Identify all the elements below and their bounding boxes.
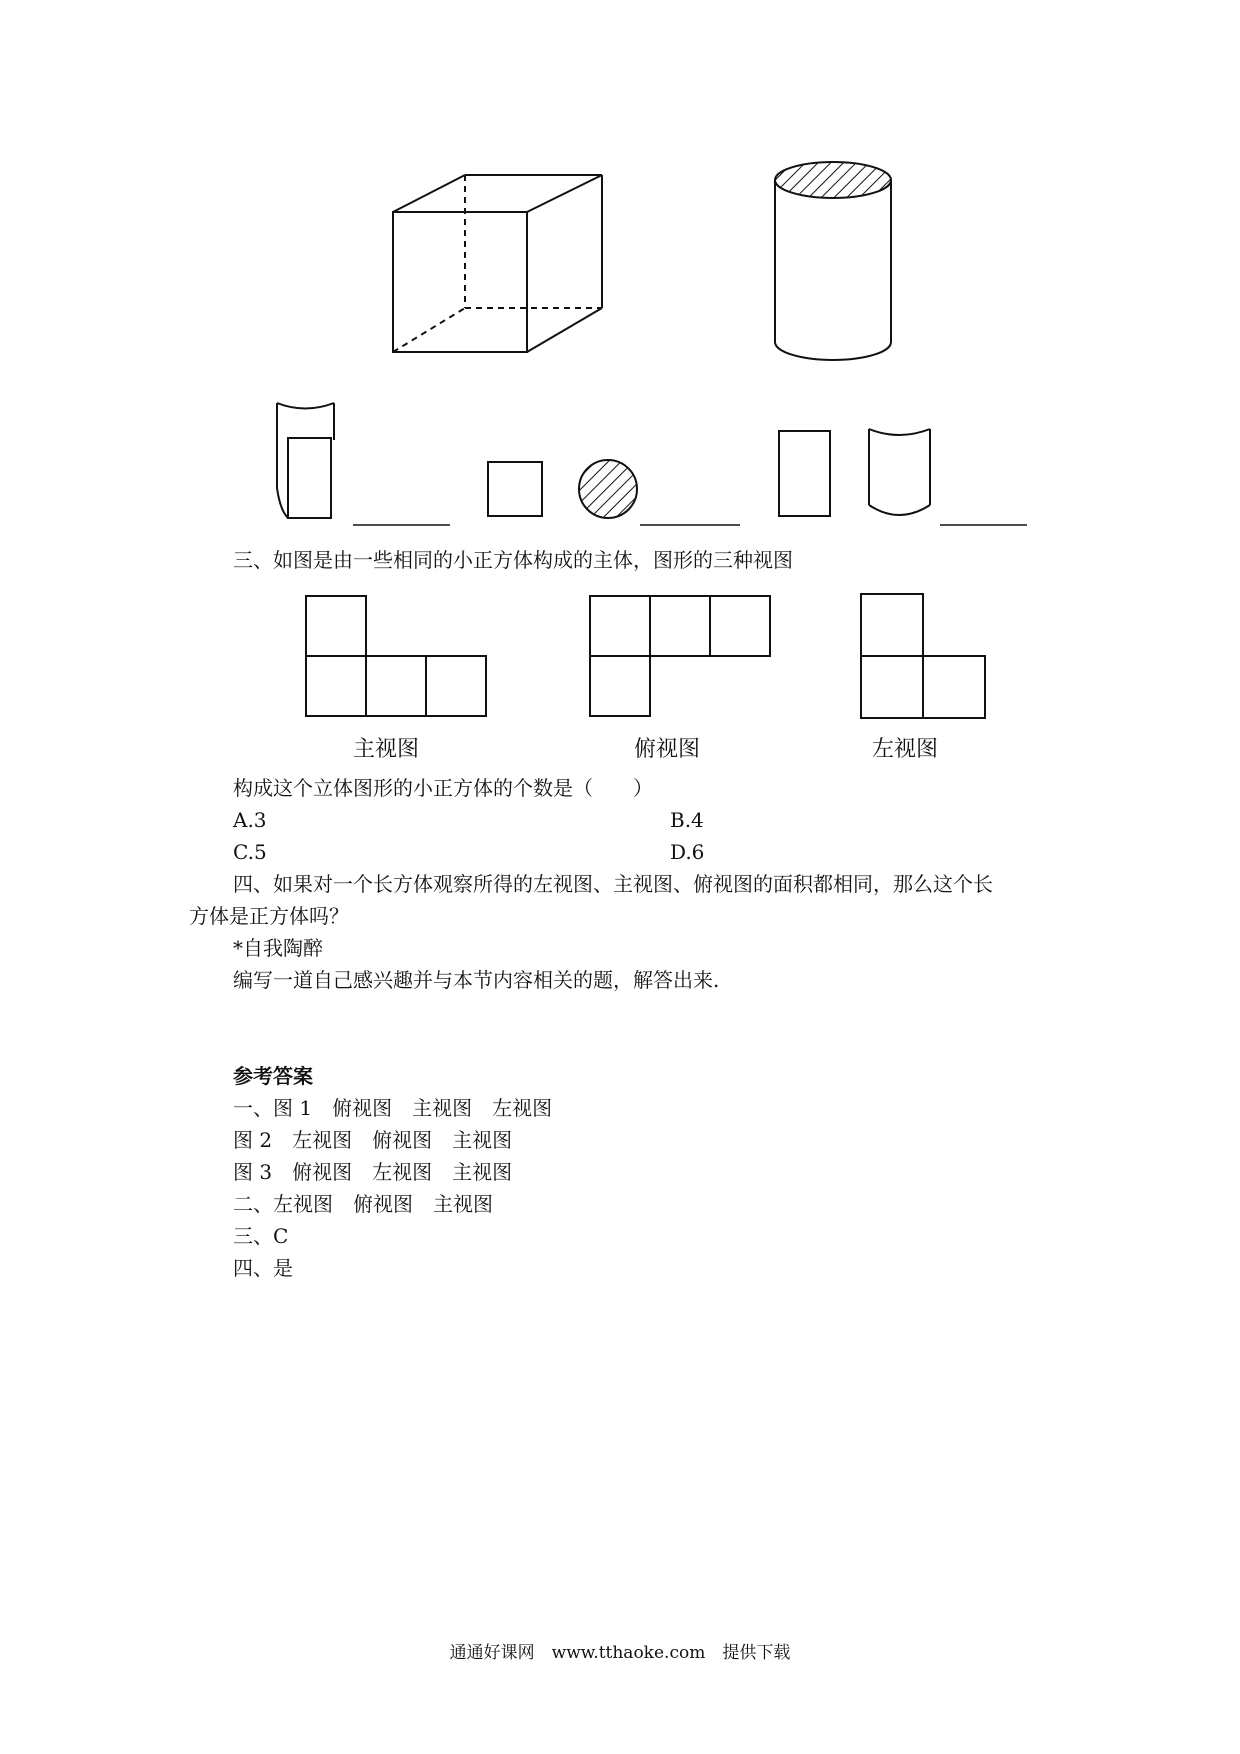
- question3-prompt: 三、如图是由一些相同的小正方体构成的主体，图形的三种视图: [233, 548, 793, 572]
- view-shape-hatched-circle: [579, 460, 637, 518]
- front-view-grid: [306, 596, 486, 716]
- answer-line-1: 一、图 1 俯视图 主视图 左视图: [233, 1096, 553, 1120]
- answer-line-5: 三、C: [233, 1224, 289, 1248]
- option-b: B.4: [670, 808, 704, 832]
- option-c: C.5: [233, 840, 267, 864]
- answer-line-2: 图 2 左视图 俯视图 主视图: [233, 1128, 513, 1152]
- self-text: 编写一道自己感兴趣并与本节内容相关的题，解答出来.: [233, 968, 720, 992]
- view-shape-rectangle: [779, 431, 830, 516]
- option-a: A.3: [233, 808, 267, 832]
- cube-figure: [393, 175, 602, 352]
- option-d: D.6: [670, 840, 705, 864]
- self-title: *自我陶醉: [233, 936, 323, 960]
- caption-left-view: 左视图: [872, 737, 939, 762]
- answer-line-3: 图 3 俯视图 左视图 主视图: [233, 1160, 513, 1184]
- caption-top-view: 俯视图: [634, 737, 701, 762]
- caption-front-view: 主视图: [353, 737, 420, 762]
- top-view-grid: [590, 596, 770, 716]
- question3-question: 构成这个立体图形的小正方体的个数是（ ）: [233, 776, 653, 800]
- question4-line1: 四、如果对一个长方体观察所得的左视图、主视图、俯视图的面积都相同，那么这个长: [233, 872, 993, 896]
- view-shape-1: [277, 403, 334, 518]
- answer-line-6: 四、是: [233, 1256, 293, 1280]
- question4-line2: 方体是正方体吗？: [189, 904, 349, 928]
- cylinder-figure: [775, 162, 891, 360]
- left-view-grid: [861, 594, 985, 718]
- footer-text: 通通好课网 www.tthaoke.com 提供下载: [449, 1643, 791, 1663]
- answer-line-4: 二、左视图 俯视图 主视图: [233, 1192, 493, 1216]
- view-shape-square: [488, 462, 542, 516]
- view-shape-cylinder-front: [869, 429, 930, 515]
- answers-title: 参考答案: [233, 1064, 313, 1088]
